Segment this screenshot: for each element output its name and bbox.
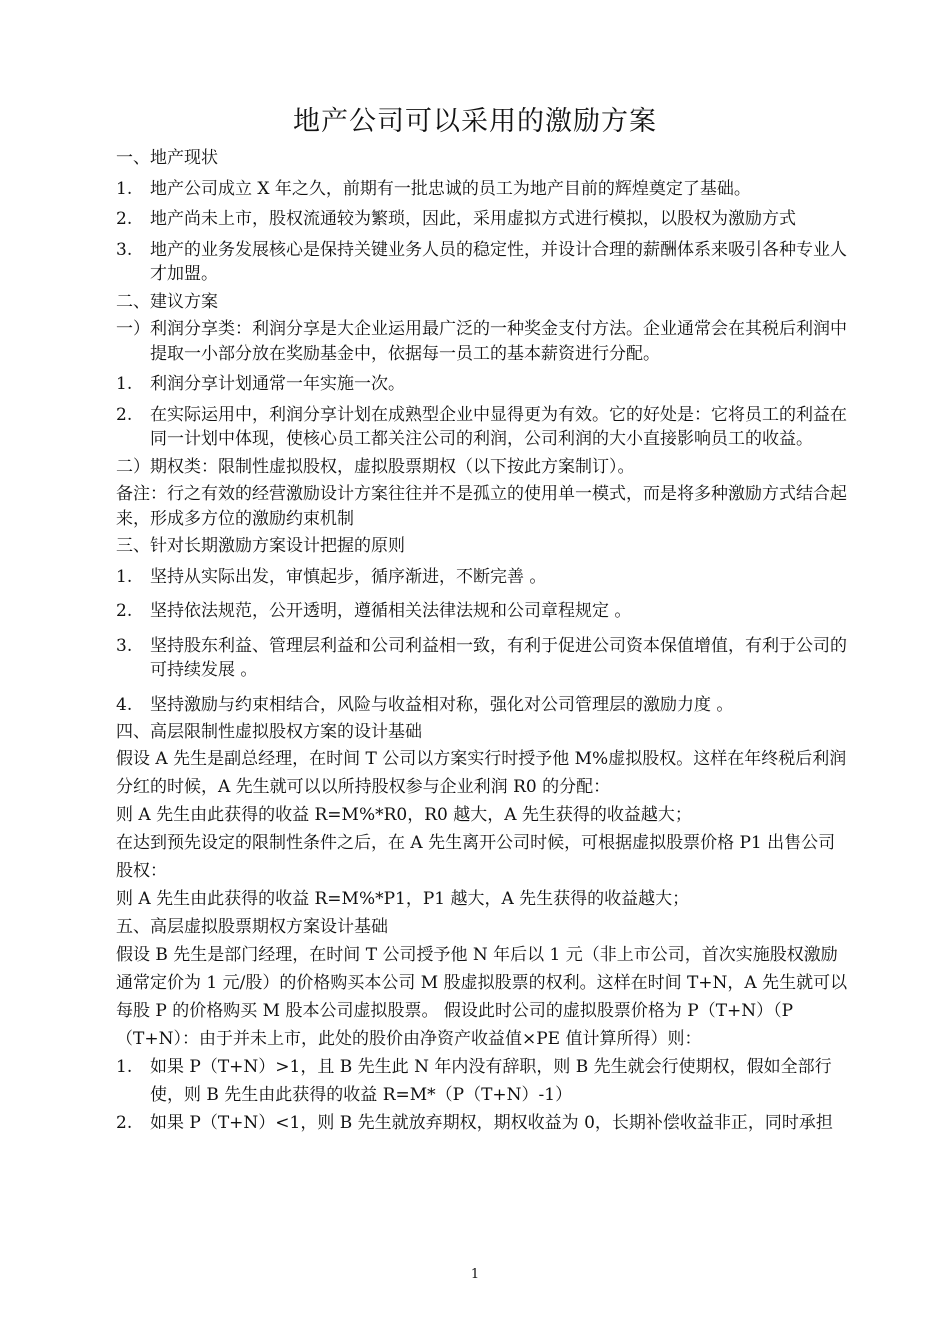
list-number: 1. [116, 1056, 133, 1077]
list-text: 如果 P（T+N）>1，且 B 先生此 N 年内没有辞职，则 B 先生就会行使期权，假如全部行使，则 B 先生由此获得的收益 R=M*（P（T+N）-1） [150, 1056, 832, 1105]
list-item [116, 1053, 850, 1109]
list-text: 地产的业务发展核心是保持关键业务人员的稳定性，并设计合理的薪酬体系来吸引各种专业人才加盟。 [150, 239, 847, 284]
body-paragraph: 则 A 先生由此获得的收益 R=M%*P1，P1 越大，A 先生获得的收益越大； [116, 888, 690, 909]
note-paragraph: 备注：行之有效的经营激励设计方案往往并不是孤立的使用单一模式，而是将多种激励方式结合起来，形成多方位的激励约束机制 [116, 484, 847, 529]
list-item [116, 565, 850, 590]
list-item [116, 207, 850, 232]
list-number: 2. [116, 404, 133, 425]
list-text: 坚持股东利益、管理层利益和公司利益相一致，有利于促进公司资本保值增值，有利于公司的可持续发展 。 [150, 635, 847, 680]
list-number: 2. [116, 1112, 133, 1133]
section-heading-3: 三、针对长期激励方案设计把握的原则 [116, 536, 405, 556]
section-heading-2: 二、建议方案 [116, 291, 218, 312]
body-paragraph: 假设 A 先生是副总经理，在时间 T 公司以方案实行时授予他 M%虚拟股权。这样在年终税后利润分红的时候，A 先生就可以以所持股权参与企业利润 R0 的分配： [116, 748, 847, 797]
list-number: 4. [116, 694, 133, 715]
subsection-options: 二）期权类：限制性虚拟股权，虚拟股票期权（以下按此方案制订）。 [116, 456, 635, 477]
list-item [116, 177, 850, 202]
section-2-list [116, 372, 850, 452]
list-item [116, 599, 850, 624]
list-item [116, 403, 850, 452]
list-text: 地产尚未上市，股权流通较为繁琐，因此，采用虚拟方式进行模拟，以股权为激励方式 [150, 209, 796, 229]
list-number: 3. [116, 239, 133, 260]
section-heading-1: 一、地产现状 [116, 148, 218, 168]
section-heading-4: 四、高层限制性虚拟股权方案的设计基础 [116, 722, 422, 742]
list-number: 1. [116, 566, 133, 587]
list-item [116, 1109, 850, 1137]
list-number: 1. [116, 374, 133, 394]
list-text: 地产公司成立 X 年之久，前期有一批忠诚的员工为地产目前的辉煌奠定了基础。 [150, 178, 751, 199]
list-number: 2. [116, 601, 133, 621]
list-text: 如果 P（T+N）<1，则 B 先生就放弃期权，期权收益为 0，长期补偿收益非正，同时承担 [150, 1112, 833, 1133]
body-paragraph: 在达到预先设定的限制性条件之后，在 A 先生离开公司时候，可根据虚拟股票价格 P1 出售公司股权： [116, 832, 836, 881]
section-3-list [116, 565, 850, 718]
list-number: 1. [116, 178, 133, 199]
list-text: 利润分享计划通常一年实施一次。 [150, 374, 405, 394]
subsection-profit-sharing: 一）利润分享类：利润分享是大企业运用最广泛的一种奖金支付方法。企业通常会在其税后利润中提取一小部分放在奖励基金中，依据每一员工的基本薪资进行分配。 [116, 319, 847, 364]
page-number: 1 [470, 1267, 480, 1282]
list-item [116, 372, 850, 397]
list-number: 3. [116, 635, 133, 656]
body-paragraph: 假设 B 先生是部门经理，在时间 T 公司授予他 N 年后以 1 元（非上市公司，首次实施股权激励通常定价为 1 元/股）的价格购买本公司 M 股虚拟股票的权利。这样在时间 T+N，A 先生就可以每股 P 的价格购买 M 股本公司虚拟股票。 假设此时公司的虚拟股票价格为 P（T+N）（P（T+N）：由于并未上市，此处的股价由净资产收益值×PE 值计算所得）则： [116, 944, 848, 1049]
list-item [116, 693, 850, 718]
list-item [116, 238, 850, 287]
list-item [116, 634, 850, 683]
section-1-list [116, 177, 850, 287]
list-text: 坚持从实际出发，审慎起步，循序渐进，不断完善 。 [150, 566, 547, 587]
list-text: 坚持激励与约束相结合，风险与收益相对称，强化对公司管理层的激励力度 。 [150, 694, 734, 715]
section-5-list [116, 1053, 850, 1137]
list-text: 在实际运用中，利润分享计划在成熟型企业中显得更为有效。它的好处是：它将员工的利益在同一计划中体现，使核心员工都关注公司的利润，公司利润的大小直接影响员工的收益。 [150, 404, 847, 449]
body-paragraph: 则 A 先生由此获得的收益 R=M%*R0，R0 越大，A 先生获得的收益越大； [116, 804, 692, 825]
list-text: 坚持依法规范，公开透明，遵循相关法律法规和公司章程规定 。 [150, 601, 632, 621]
section-heading-5: 五、高层虚拟股票期权方案设计基础 [116, 916, 388, 937]
document-title: 地产公司可以采用的激励方案 [293, 106, 657, 137]
document-body [116, 146, 850, 1137]
list-number: 2. [116, 209, 133, 229]
